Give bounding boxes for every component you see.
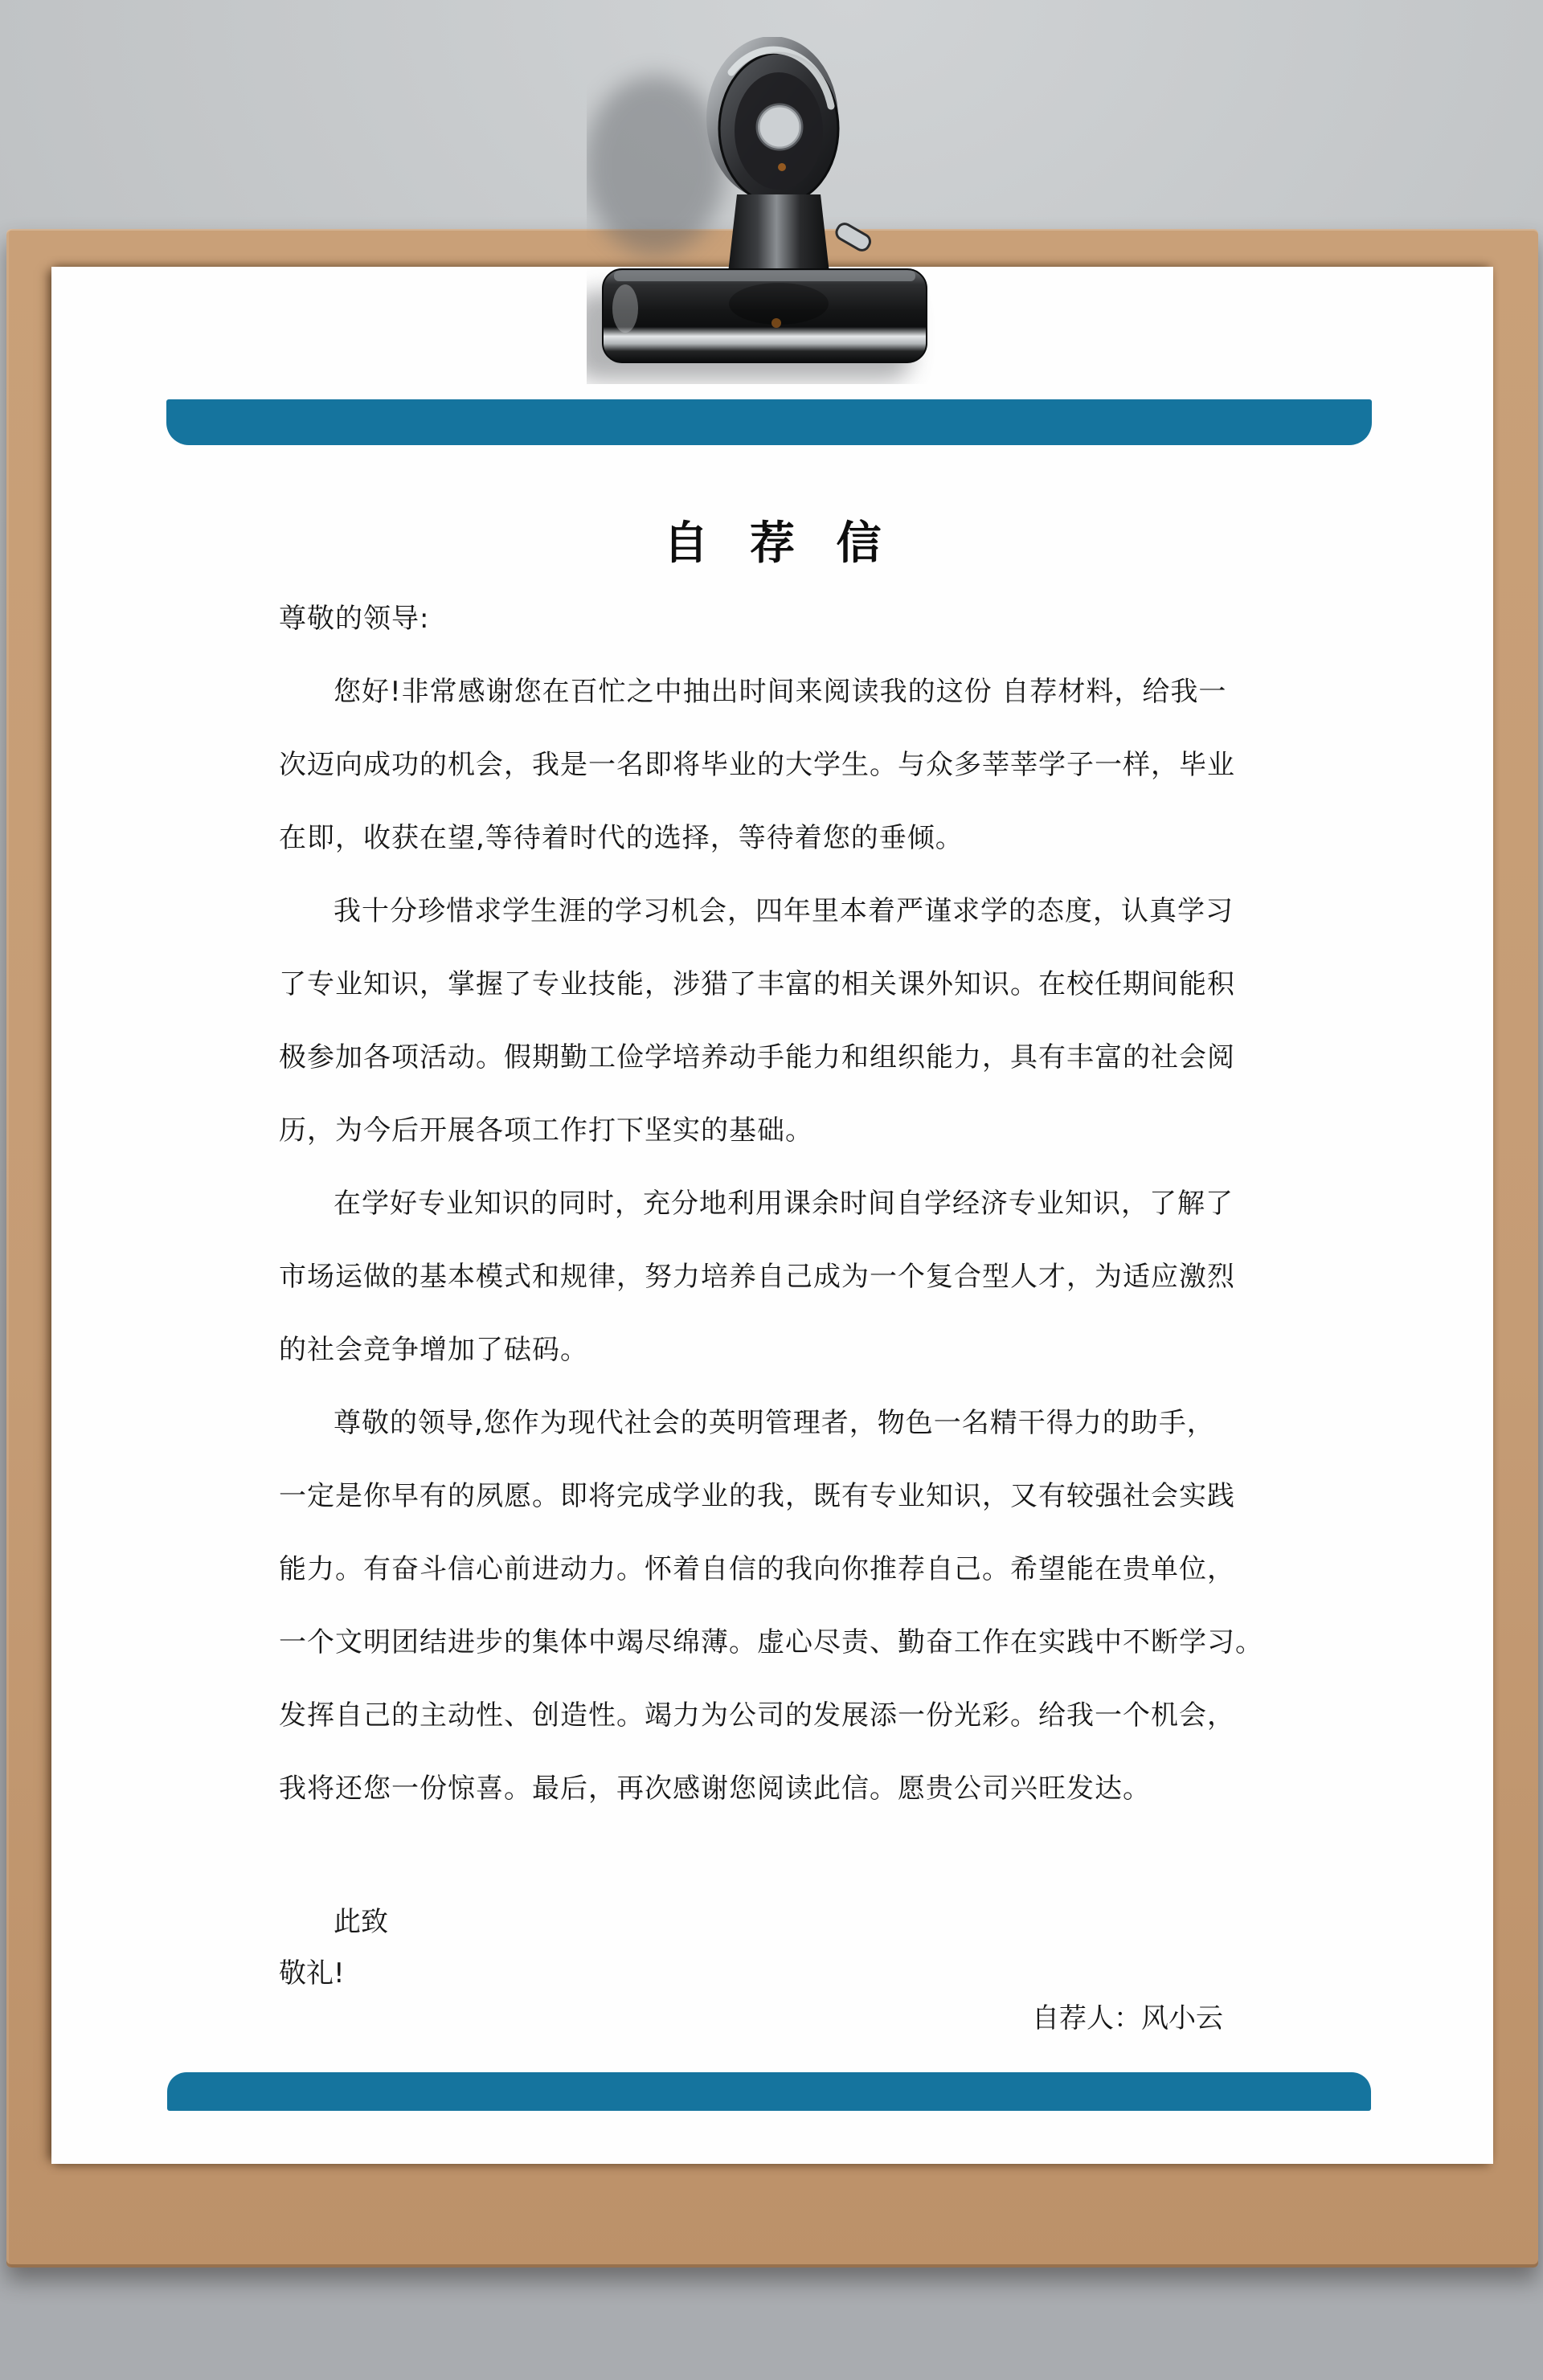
letter-line: 尊敬的领导,您作为现代社会的英明管理者，物色一名精干得力的助手， — [334, 1407, 1215, 1439]
letter-line: 历，为今后开展各项工作打下坚实的基础。 — [279, 1114, 813, 1147]
letter-line: 了专业知识，掌握了专业技能，涉猎了丰富的相关课外知识。在校任期间能积 — [279, 968, 1235, 1000]
salutation: 尊敬的领导: — [279, 603, 430, 635]
letter-line: 一定是你早有的夙愿。即将完成学业的我，既有专业知识，又有较强社会实践 — [279, 1480, 1235, 1512]
letter-line: 我将还您一份惊喜。最后，再次感谢您阅读此信。愿贵公司兴旺发达。 — [279, 1773, 1151, 1805]
letter-line: 能力。有奋斗信心前进动力。怀着自信的我向你推荐自己。希望能在贵单位， — [279, 1553, 1235, 1585]
letter-line: 发挥自己的主动性、创造性。竭力为公司的发展添一份光彩。给我一个机会， — [279, 1699, 1235, 1732]
letter-line: 次迈向成功的机会，我是一名即将毕业的大学生。与众多莘莘学子一样，毕业 — [279, 749, 1235, 781]
closing-cizhi: 此致 — [334, 1906, 388, 1938]
letter-line: 的社会竞争增加了砝码。 — [279, 1334, 588, 1366]
letter-line: 您好!非常感谢您在百忙之中抽出时间来阅读我的这份 自荐材料，给我一 — [334, 676, 1227, 708]
clipboard-board — [6, 229, 1538, 2268]
clipboard-clip-icon — [587, 37, 964, 384]
letter-line: 在学好专业知识的同时，充分地利用课余时间自学经济专业知识，了解了 — [334, 1188, 1234, 1220]
accent-bar-top — [166, 399, 1372, 445]
letter-line: 一个文明团结进步的集体中竭尽绵薄。虚心尽责、勤奋工作在实践中不断学习。 — [279, 1626, 1263, 1658]
letter-paper — [51, 267, 1493, 2164]
letter-line: 我十分珍惜求学生涯的学习机会，四年里本着严谨求学的态度，认真学习 — [334, 895, 1234, 927]
signature-line: 自荐人：风小云 — [1032, 2002, 1223, 2034]
letter-line: 在即，收获在望,等待着时代的选择，等待着您的垂倾。 — [279, 822, 964, 854]
closing-jingli: 敬礼! — [279, 1957, 345, 1989]
letter-line: 市场运做的基本模式和规律，努力培养自己成为一个复合型人才，为适应激烈 — [279, 1261, 1235, 1293]
accent-bar-bottom — [167, 2072, 1371, 2111]
letter-body — [279, 596, 1263, 1839]
letter-line: 极参加各项活动。假期勤工俭学培养动手能力和组织能力，具有丰富的社会阅 — [279, 1041, 1235, 1073]
clip-shadow — [587, 76, 726, 256]
letter-title: 自 荐 信 — [663, 517, 894, 570]
